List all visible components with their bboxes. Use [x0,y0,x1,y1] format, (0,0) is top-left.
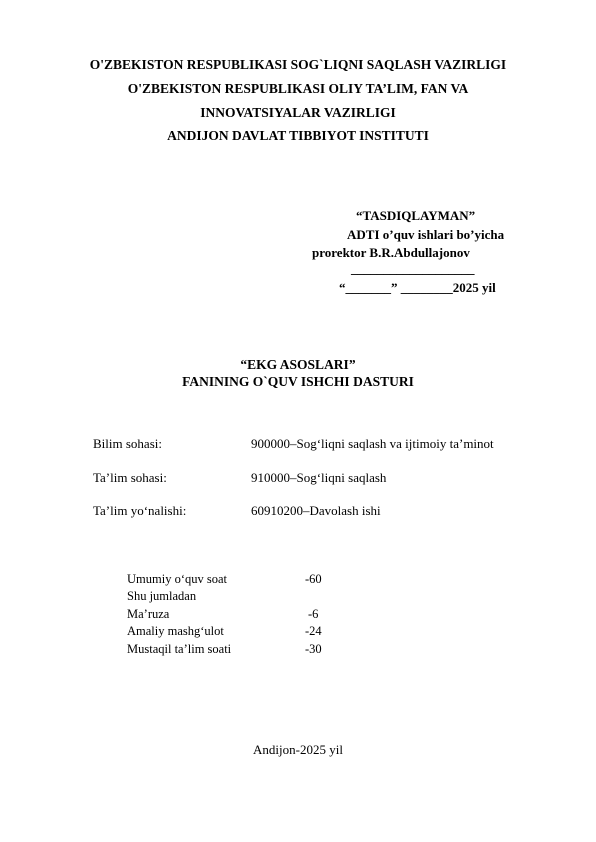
place-year: Andijon-2025 yil [253,742,343,757]
ministry-health-line: O'ZBEKISTON RESPUBLIKASI SOG`LIQNI SAQLASH VAZIRLIGI [89,57,507,72]
info-label: Ta’lim yo‘nalishi: [93,503,187,518]
program-title: FANINING O`QUV ISHCHI DASTURI [182,374,414,389]
ministry-education-line-2: INNOVATSIYALAR VAZIRLIGI [200,105,396,120]
hours-value: -60 [305,572,322,586]
approval-position: ADTI o’quv ishlari bo’yicha [347,227,505,242]
hours-label: Shu jumladan [127,589,197,603]
hours-value: -30 [305,642,322,656]
info-value: 910000–Sog‘liqni saqlash [251,470,387,485]
hours-value: -6 [308,607,319,621]
approval-signature-line: ___________________ [351,261,475,276]
info-value: 900000–Sog‘liqni saqlash va ijtimoiy ta’minot [251,436,494,451]
hours-value: -24 [305,624,322,638]
hours-label: Ma’ruza [127,607,170,621]
subject-title: “EKG ASOSLARI” [240,357,356,372]
institute-name: ANDIJON DAVLAT TIBBIYOT INSTITUTI [167,128,429,143]
ministry-education-line: O'ZBEKISTON RESPUBLIKASI OLIY TA’LIM, FAN VA [127,81,469,96]
info-label: Ta’lim sohasi: [93,470,167,485]
info-value: 60910200–Davolash ishi [251,503,381,518]
info-label: Bilim sohasi: [93,436,162,451]
hours-label: Umumiy o‘quv soat [127,572,227,586]
approval-title: “TASDIQLAYMAN” [356,208,476,223]
hours-label: Mustaqil ta’lim soati [127,642,232,656]
approval-signer: prorektor B.R.Abdullajonov [312,245,470,260]
hours-label: Amaliy mashg‘ulot [127,624,224,638]
approval-date-line: “_______” ________2025 yil [339,280,496,295]
